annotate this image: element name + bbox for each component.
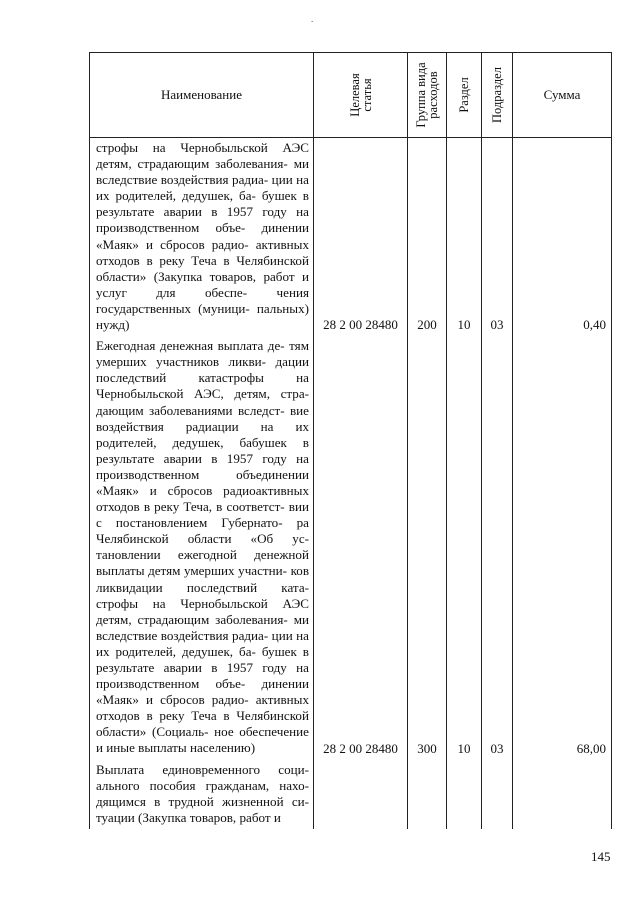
budget-table [89, 52, 612, 829]
row-section [447, 760, 482, 829]
header-name-label: Наименование [161, 87, 242, 102]
row-amount: 68,00 [513, 336, 612, 759]
row-name: Выплата единовременного соци- ального пособия гражданам, нахо- дящимся в трудной жизненной си- туации (Закупка товаров, работ и [90, 760, 314, 829]
row-amount [513, 760, 612, 829]
row-subsection: 03 [482, 138, 513, 337]
row-target-article: 28 2 00 28480 [314, 138, 408, 337]
header-target-article-label: Целевая статья [347, 73, 374, 117]
row-section: 10 [447, 138, 482, 337]
header-name [90, 53, 314, 138]
header-section [447, 53, 482, 138]
header-expense-group [408, 53, 447, 138]
header-subsection-label: Подраздел [490, 67, 504, 123]
top-mark: . [311, 14, 314, 24]
header-section-label: Раздел [457, 77, 471, 113]
row-name: строфы на Чернобыльской АЭС детям, страдающим заболевания- ми вследствие воздействия радиа- ции на их родителей, дедушек, ба- бушек в результате аварии в 1957 году на производственном объе- динении «Маяк» и сбросов радио- активных отходов в реку Теча в Челябинской области» (Закупка товаров, работ и услуг для обеспе- чения государственных (муници- пальных) нужд) [90, 138, 314, 337]
row-amount: 0,40 [513, 138, 612, 337]
row-section: 10 [447, 336, 482, 759]
header-subsection [482, 53, 513, 138]
header-target-article [314, 53, 408, 138]
table-row [90, 138, 612, 337]
row-target-article: 28 2 00 28480 [314, 336, 408, 759]
header-expense-group-label: Группа вида расходов [414, 62, 440, 128]
row-subsection: 03 [482, 336, 513, 759]
header-amount [513, 53, 612, 138]
table-row [90, 336, 612, 759]
header-row [90, 53, 612, 138]
header-amount-label: Сумма [543, 87, 581, 102]
row-name: Ежегодная денежная выплата де- тям умерших участников ликви- дации последствий катастрофы на Чернобыльской АЭС, детям, стра- дающим заболеваниями вследст- вие воздействия радиации на их родителей, дедушек, бабушек в результате аварии в 1957 году на производственном объединении «Маяк» и сбросов радиоактивных отходов в реку Теча, в соответст- вии с постановлением Губернато- ра Челябинской области «Об ус- тановлении ежегодной денежной выплаты детям умерших участни- ков ликвидации последствий ката- строфы на Чернобыльской АЭС детям, страдающим заболевания- ми вследствие воздействия радиа- ции на их родителей, дедушек, ба- бушек в результате аварии в 1957 году на производственном объе- динении «Маяк» и сбросов радио- активных отходов в реку Теча в Челябинской области» (Социаль- ное обеспечение и иные выплаты населению) [90, 336, 314, 759]
row-expense-group [408, 760, 447, 829]
row-expense-group: 200 [408, 138, 447, 337]
row-expense-group: 300 [408, 336, 447, 759]
row-target-article [314, 760, 408, 829]
page-number: 145 [591, 849, 611, 864]
table-row [90, 760, 612, 829]
row-subsection [482, 760, 513, 829]
